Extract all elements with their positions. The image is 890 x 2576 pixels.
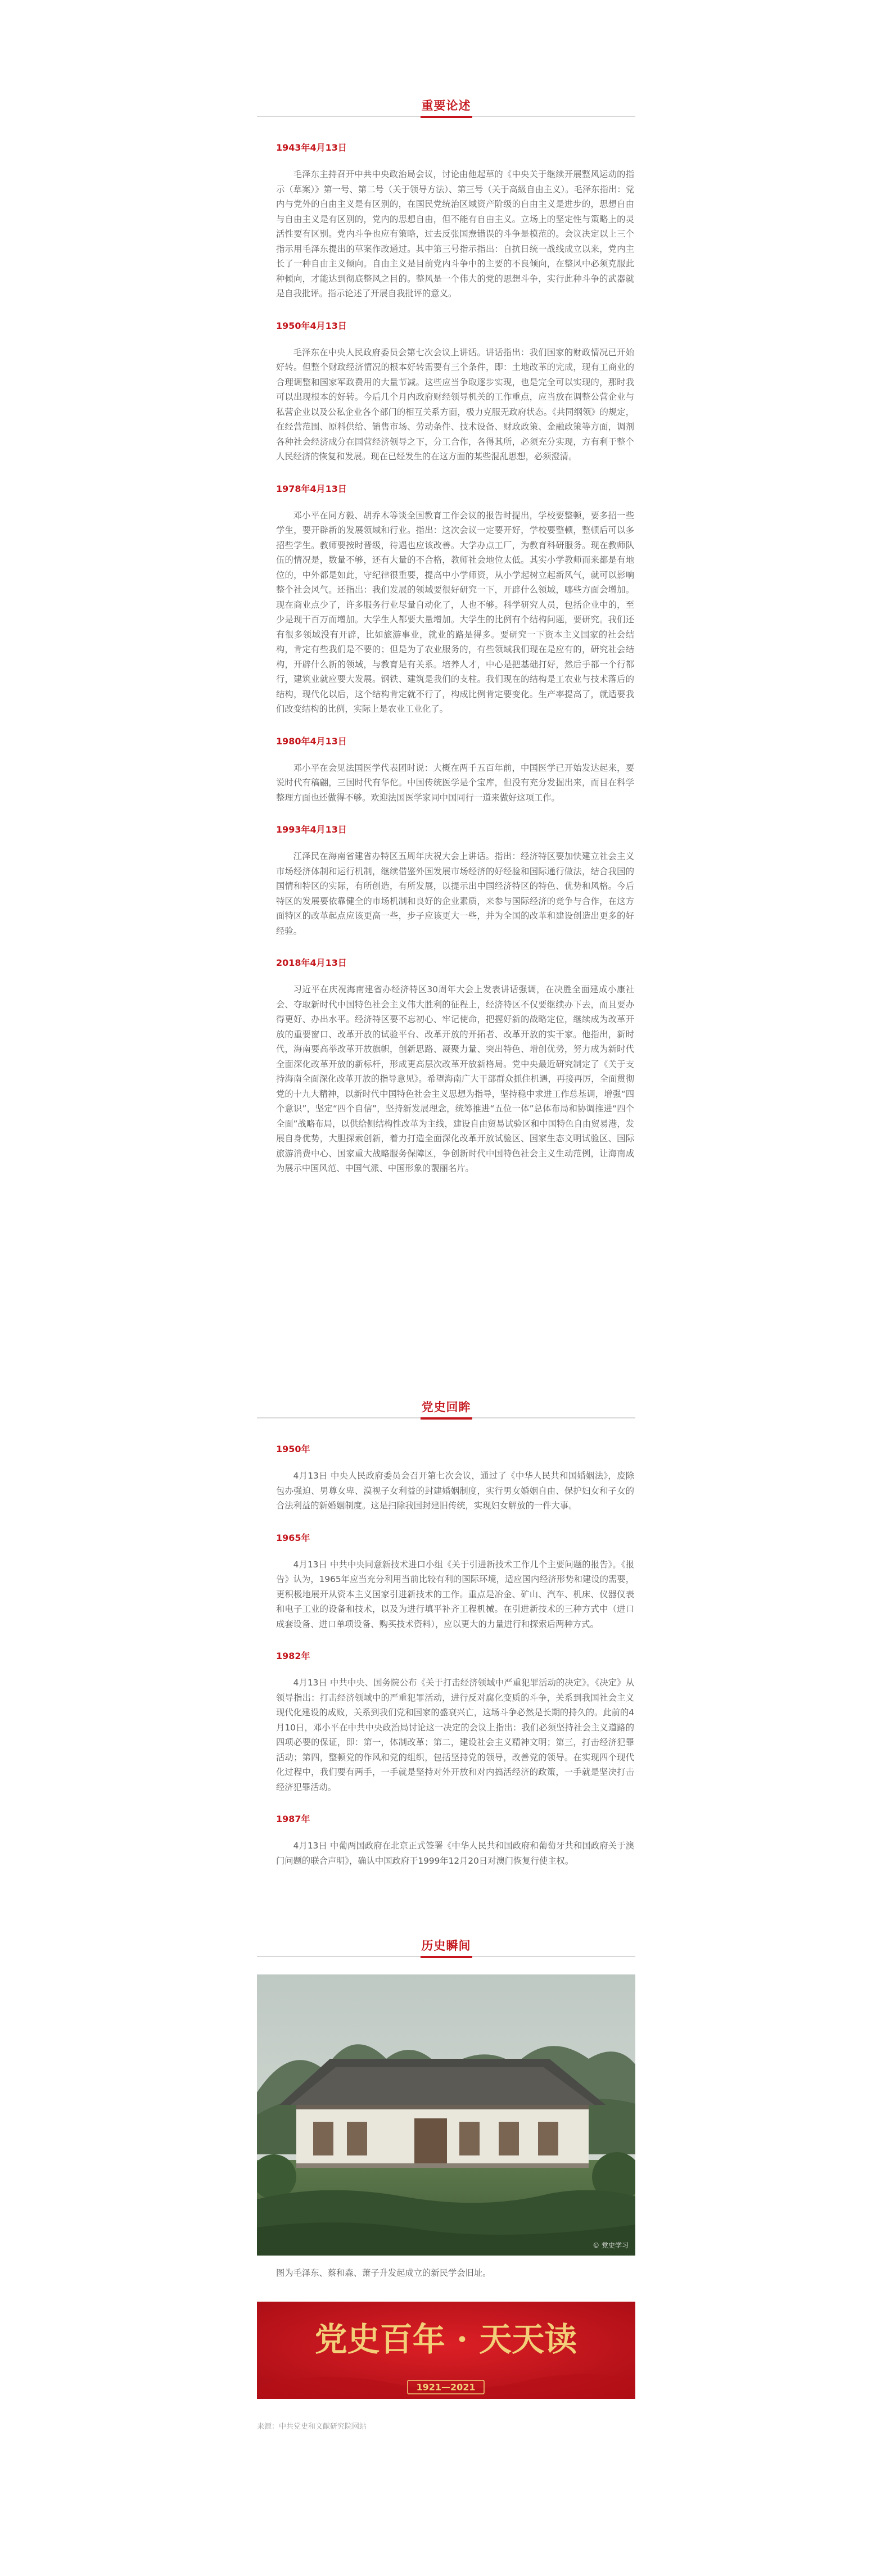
review-text: 4月13日 中共中央、国务院公布《关于打击经济领域中严重犯罪活动的决定》。《决定》从领导指出：打击经济领域中的严重犯罪活动，进行反对腐化变质的斗争，关系到我国社会主义现代化建设的成败，关系到我们党和国家的盛衰兴亡，这场斗争必然是长期的持久的。此前的4月10日，邓小平在中共中央政治局讨论这一决定的会议上指出：我们必须坚持社会主义道路的四项必要的保证，即：第一，体制改革；第二，建设社会主义精神文明；第三，打击经济犯罪活动；第四，整顿党的作风和党的组织，包括坚持党的领导，改善党的领导。在实现四个现代化过程中，我们要有两手，一手就是坚持对外开放和对内搞活经济的政策，一手就是坚决打击经济犯罪活动。 (276, 1678, 634, 1792)
entry-date: 1980年4月13日 (276, 735, 347, 747)
entry-date: 1943年4月13日 (276, 142, 347, 153)
section-title-important: 重要论述 (421, 97, 472, 117)
banner-graphic (257, 2302, 635, 2399)
section-heading-review (257, 1398, 635, 1422)
review-text: 4月13日 中葡两国政府在北京正式签署《中华人民共和国政府和葡萄牙共和国政府关于澳门问题的联合声明》，确认中国政府于1999年12月20日对澳门恢复行使主权。 (276, 1841, 634, 1866)
entry-text: 邓小平在会见法国医学代表团时说：大概在两千五百年前，中国医学已开始发达起来，要说时代有稿翩，三国时代有华佗。中国传统医学是个宝库，但没有充分发掘出来，而目在科学整理方面也还做得不够。欢迎法国医学家同中国同行一道来做好这项工作。 (276, 762, 634, 803)
photo-watermark: © 党史学习 (593, 2241, 629, 2249)
review-year: 1982年 (276, 1651, 310, 1661)
section-moment (257, 1937, 635, 1960)
entry-date: 1950年4月13日 (276, 320, 347, 331)
entry-date: 1978年4月13日 (276, 483, 347, 494)
section-heading-moment (257, 1937, 635, 1960)
banner-title: 党史百年 · 天天读 (314, 2320, 577, 2358)
historic-photo (257, 1974, 635, 2256)
entry-text: 习近平在庆祝海南建省办经济特区30周年大会上发表讲话强调，在决胜全面建成小康社会、夺取新时代中国特色社会主义伟大胜利的征程上，经济特区不仅要继续办下去，而且要办得更好、办出水平。经济特区要不忘初心、牢记使命，把握好新的战略定位，继续成为改革开放的重要窗口、改革开放的试验平台、改革开放的开拓者、改革开放的实干家。他指出，新时代，海南要高举改革开放旗帜，创新思路、凝聚力量、突出特色、增创优势，努力成为新时代全面深化改革开放的新标杆，形成更高层次改革开放新格局。党中央最近研究制定了《关于支持海南全面深化改革开放的指导意见》。希望海南广大干部群众抓住机遇，再接再厉，全面贯彻党的十九大精神，以新时代中国特色社会主义思想为指导，坚持稳中求进工作总基调，增强“四个意识”，坚定“四个自信”，坚持新发展理念，统筹推进“五位一体”总体布局和协调推进“四个全面”战略布局，以供给侧结构性改革为主线，建设自由贸易试验区和中国特色自由贸易港，发展自身优势，大胆探索创新，着力打造全面深化改革开放试验区、国家生态文明试验区、国际旅游消费中心、国家重大战略服务保障区，争创新时代中国特色社会主义生动范例，让海南成为展示中国风范、中国气派、中国形象的靓丽名片。 (276, 984, 634, 1173)
entry-text: 邓小平在同方毅、胡乔木等谈全国教育工作会议的报告时提出，学校要整顿，要多招一些学生，要开辟新的发展领域和行业。指出：这次会议一定要开好，学校要整顿，整顿后可以多招些学生。教师要按时晋级，待遇也应该改善。大学办点工厂，为教育科研服务。现在教师队伍的情况是，数量不够，还有大量的不合格，教师社会地位太低。其实小学教师而来都是有地位的，中外都是如此，守纪律很重要，提高中小学师资，从小学起树立起新风气，就可以影响整个社会风气。还指出：我们发展的领域要很好研究一下，开辟什么领域，哪些方面会增加。现在商业点少了，许多服务行业尽量自动化了，人也不够。科学研究人员，包括企业中的，至少是现干百万而增加。大学生人都要大量增加。大学生的比例有个结构问题，要研究。我们还有很多领域没有开辟，比如旅游事业，就业的路是得多。要研究一下资本主义国家的社会结构，肯定有些我们是不要的；但是为了农业服务的，有些领域我们现在是应有的，研究社会结构，开辟什么新的领域，与教育是有关系。培养人才，中心是把基础打好，然后手都一个行都行，建筑业就应要大发展。钢铁、建筑是我们的支柱。我们现在的结构是工农业与技术落后的结构，现代化以后，这个结构肯定就不行了，构成比例肯定要变化。生产率提高了，就适要我们改变结构的比例，实际上是农业工业化了。 (276, 510, 634, 714)
section-title-moment: 历史瞬间 (421, 1937, 472, 1957)
section-title-review: 党史回眸 (421, 1398, 472, 1418)
daily-reading-banner (257, 2302, 635, 2399)
entry-text: 江泽民在海南省建省办特区五周年庆祝大会上讲话。指出：经济特区要加快建立社会主义市场经济体制和运行机制，继续借鉴外国发展市场经济的好经验和国际通行做法，结合我国的国情和特区的实际，有所创造，有所发展，以提示出中国经济特区的特色、优势和风格。今后特区的发展要依靠健全的市场机制和良好的企业素质，来参与国际经济的竞争与合作，在这方面特区的改革起点应该更高一些，步子应该更大一些，并为全国的改革和建设创造出更多的好经验。 (276, 851, 634, 936)
historic-house-image (257, 1974, 635, 2256)
review-year: 1987年 (276, 1814, 310, 1824)
review-year: 1950年 (276, 1444, 310, 1454)
entry-text: 毛泽东主持召开中共中央政治局会议，讨论由他起草的《中央关于继续开展整风运动的指示（草案）》第一号、第二号（关于领导方法）、第三号（关于高級自由主义）。毛泽东指出：党内与党外的自由主义是有区别的，在国民党统治区域资产阶级的自由主义是进步的，思想自由与自由主义是有区别的，党内的思想自由，但不能有自由主义。立场上的坚定性与策略上的灵活性要有区别。党内斗争也应有策略，过去反张国焘错误的斗争是模范的。会议决定以上三个指示用毛泽东提出的草案作改通过。其中第三号指示指出：自抗日统一战线成立以来，党内主长了一种自由主义倾向。自由主义是目前党内斗争中的主要的不良倾向，在整风中必须克服此种倾向，才能达到彻底整风之目的。整风是一个伟大的党的思想斗争，实行此种斗争的武器就是自我批评。指示论述了开展自我批评的意义。 (276, 169, 634, 299)
section-heading-important (257, 97, 635, 120)
entry-date: 2018年4月13日 (276, 957, 347, 968)
section-important (257, 97, 635, 1176)
review-text: 4月13日 中央人民政府委员会召开第七次会议，通过了《中华人民共和国婚姻法》，废除包办强迫、男尊女卑、漠视子女利益的封建婚姻制度，实行男女婚姻自由、保护妇女和子女的合法利益的新婚姻制度。这是扫除我国封建旧传统，实现妇女解放的一件大事。 (276, 1471, 634, 1511)
entry-date: 1993年4月13日 (276, 824, 347, 835)
review-year: 1965年 (276, 1532, 310, 1543)
photo-caption: 图为毛泽东、蔡和森、萧子升发起成立的新民学会旧址。 (276, 2268, 491, 2278)
source-note: 来源：中共党史和文献研究院网站 (257, 2423, 367, 2431)
entry-text: 毛泽东在中央人民政府委员会第七次会议上讲话。讲话指出：我们国家的财政情况已开始好转。但整个财政经济情况的根本好转需要有三个条件，即：土地改革的完成，现有工商业的合理调整和国家军政费用的大量节减。这些应当争取逐步实现，也是完全可以实现的，那时我可以出现根本的好转。今后几个月内政府财经领导机关的工作重点，应当放在调整公营企业与私营企业以及公私企业各个部门的相互关系方面，极力克服无政府状态。《共同纲领》的规定，在经营范围、原料供给、销售市场、劳动条件、技术设备、财政政策、金融政策等方面，调剂各种社会经济成分在国营经济领导之下，分工合作，各得其所，必须充分实现，方有利于整个人民经济的恢复和发展。现在已经发生的在这方面的某些混乱思想，必须澄清。 (276, 347, 634, 462)
review-text: 4月13日 中共中央同意新技术进口小组《关于引进新技术工作几个主要问题的报告》。《报告》认为，1965年应当充分利用当前比较有利的国际环境，适应国内经济形势和建设的需要，更积极地展开从资本主义国家引进新技术的工作。重点是冶金、矿山、汽车、机床、仪器仪表和电子工业的设备和技术，以及为进行填平补齐工程机械。在引进新技术的三种方式中（进口成套设备、进口单项设备、购买技术资料），应以更大的力量进行和探索后两种方式。 (276, 1559, 634, 1629)
banner-years: 1921—2021 (416, 2381, 476, 2393)
section-review (257, 1398, 635, 1868)
